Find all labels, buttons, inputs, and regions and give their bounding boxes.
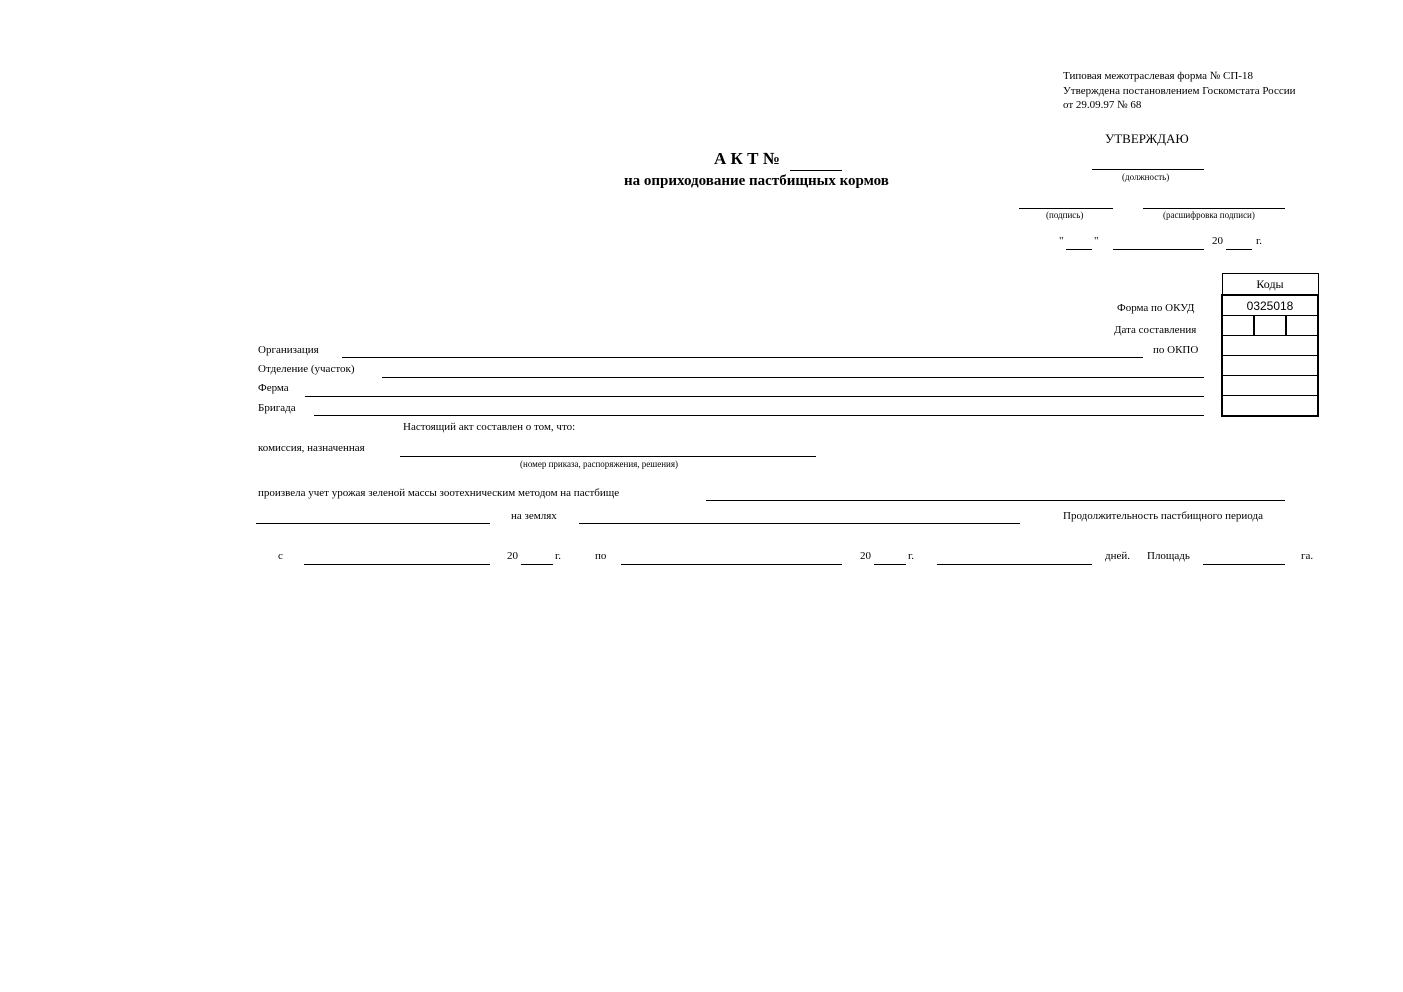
on-lands-label: на землях [511,510,557,522]
from-date-line [304,564,490,565]
to-date-line [621,564,842,565]
okpo-code-cell [1222,336,1318,356]
approve-month-line [1113,249,1204,250]
organization-label: Организация [258,344,319,356]
conducted-text: произвела учет урожая зеленой массы зоотехническим методом на пастбище [258,487,620,499]
approve-year-suffix: г. [1256,235,1263,247]
signature-caption: (подпись) [1046,210,1084,220]
signature-line [1019,208,1113,209]
to-year-suffix: г. [908,550,915,562]
order-caption: (номер приказа, распоряжения, решения) [520,459,678,469]
act-number-line [790,170,842,171]
from-year-line [521,564,553,565]
codes-table [1221,273,1319,417]
department-line [382,377,1204,378]
okpo-label: по ОКПО [1153,344,1199,356]
date-year-cell [1286,316,1318,336]
lands-line [579,523,1020,524]
days-line [937,564,1092,565]
approved-by-text: Утверждена постановлением Госкомстата России [1063,85,1296,97]
area-label: Площадь [1147,550,1190,562]
date-day-cell [1222,316,1254,336]
act-subtitle: на оприходование пастбищных кормов [624,173,889,189]
organization-line [342,357,1143,358]
approve-year-prefix: 20 [1212,235,1223,247]
approve-day-line [1066,249,1092,250]
quote-close: " [1094,235,1099,247]
brigade-code-cell [1222,396,1318,417]
department-label: Отделение (участок) [258,363,355,375]
approve-year-line [1226,249,1252,250]
brigade-line [314,415,1204,416]
okud-code-cell: 0325018 [1222,295,1318,316]
brigade-label: Бригада [258,402,296,414]
area-line [1203,564,1285,565]
date-label: Дата составления [1114,324,1197,336]
farm-line [305,396,1204,397]
farm-code-cell [1222,376,1318,396]
decoding-line [1143,208,1285,209]
date-month-cell [1254,316,1286,336]
intro-text: Настоящий акт составлен о том, что: [403,421,576,433]
to-label: по [595,550,607,562]
from-year-prefix: 20 [507,550,518,562]
pasture-line [706,500,1285,501]
approve-title: УТВЕРЖДАЮ [1105,131,1189,146]
approved-date-text: от 29.09.97 № 68 [1063,99,1142,111]
from-label: с [278,550,283,562]
from-year-suffix: г. [555,550,562,562]
position-line [1092,169,1204,170]
decoding-caption: (расшифровка подписи) [1163,210,1255,220]
pasture-line-cont [256,523,490,524]
department-code-cell [1222,356,1318,376]
codes-header: Коды [1222,274,1318,296]
form-type-text: Типовая межотраслевая форма № СП-18 [1063,70,1253,82]
to-year-line [874,564,906,565]
duration-label: Продолжительность пастбищного периода [1063,510,1263,522]
to-year-prefix: 20 [860,550,871,562]
act-title: А К Т № [714,149,780,168]
ha-label: га. [1301,550,1314,562]
days-label: дней. [1105,550,1131,562]
quote-open: " [1059,235,1064,247]
commission-label: комиссия, назначенная [258,442,365,454]
commission-line [400,456,816,457]
okud-label: Форма по ОКУД [1117,302,1195,314]
farm-label: Ферма [258,382,289,394]
position-caption: (должность) [1122,172,1170,182]
